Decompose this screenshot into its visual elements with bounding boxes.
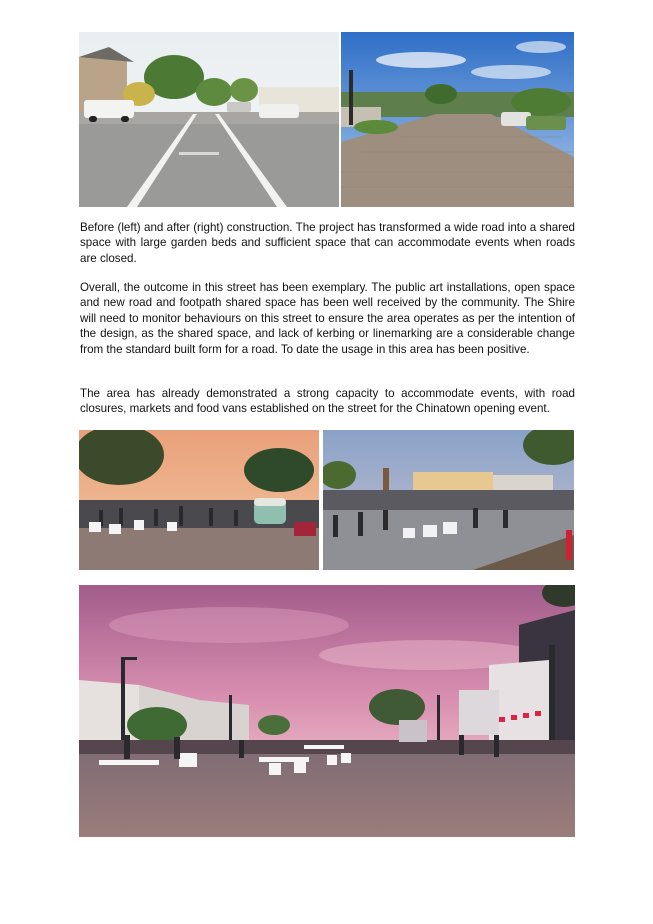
caption-before-after: Before (left) and after (right) construction. The project has transformed a wide road into a shared space with large garden beds and sufficient space that can accommodate events when roads are closed. bbox=[80, 221, 575, 265]
photo-event-dusk-right bbox=[323, 430, 574, 570]
photo-before-construction bbox=[79, 32, 339, 207]
photo-street-event-wide bbox=[79, 585, 575, 837]
body-paragraph-outcome: Overall, the outcome in this street has been exemplary. The public art installations, open space and new road and footpath shared space has been well received by the community. The Shire will need to monitor behaviours on this street to ensure the area operates as per the intention of the design, as the shared space, and lack of kerbing or linemarking are a considerable change from the standard built form for a road. To date the usage in this area has been positive. bbox=[80, 281, 575, 356]
photo-after-construction bbox=[341, 32, 574, 207]
body-paragraph-events: The area has already demonstrated a strong capacity to accommodate events, with road closures, markets and food vans established on the street for the Chinatown opening event. bbox=[80, 387, 575, 416]
photo-event-dusk-left bbox=[79, 430, 319, 570]
